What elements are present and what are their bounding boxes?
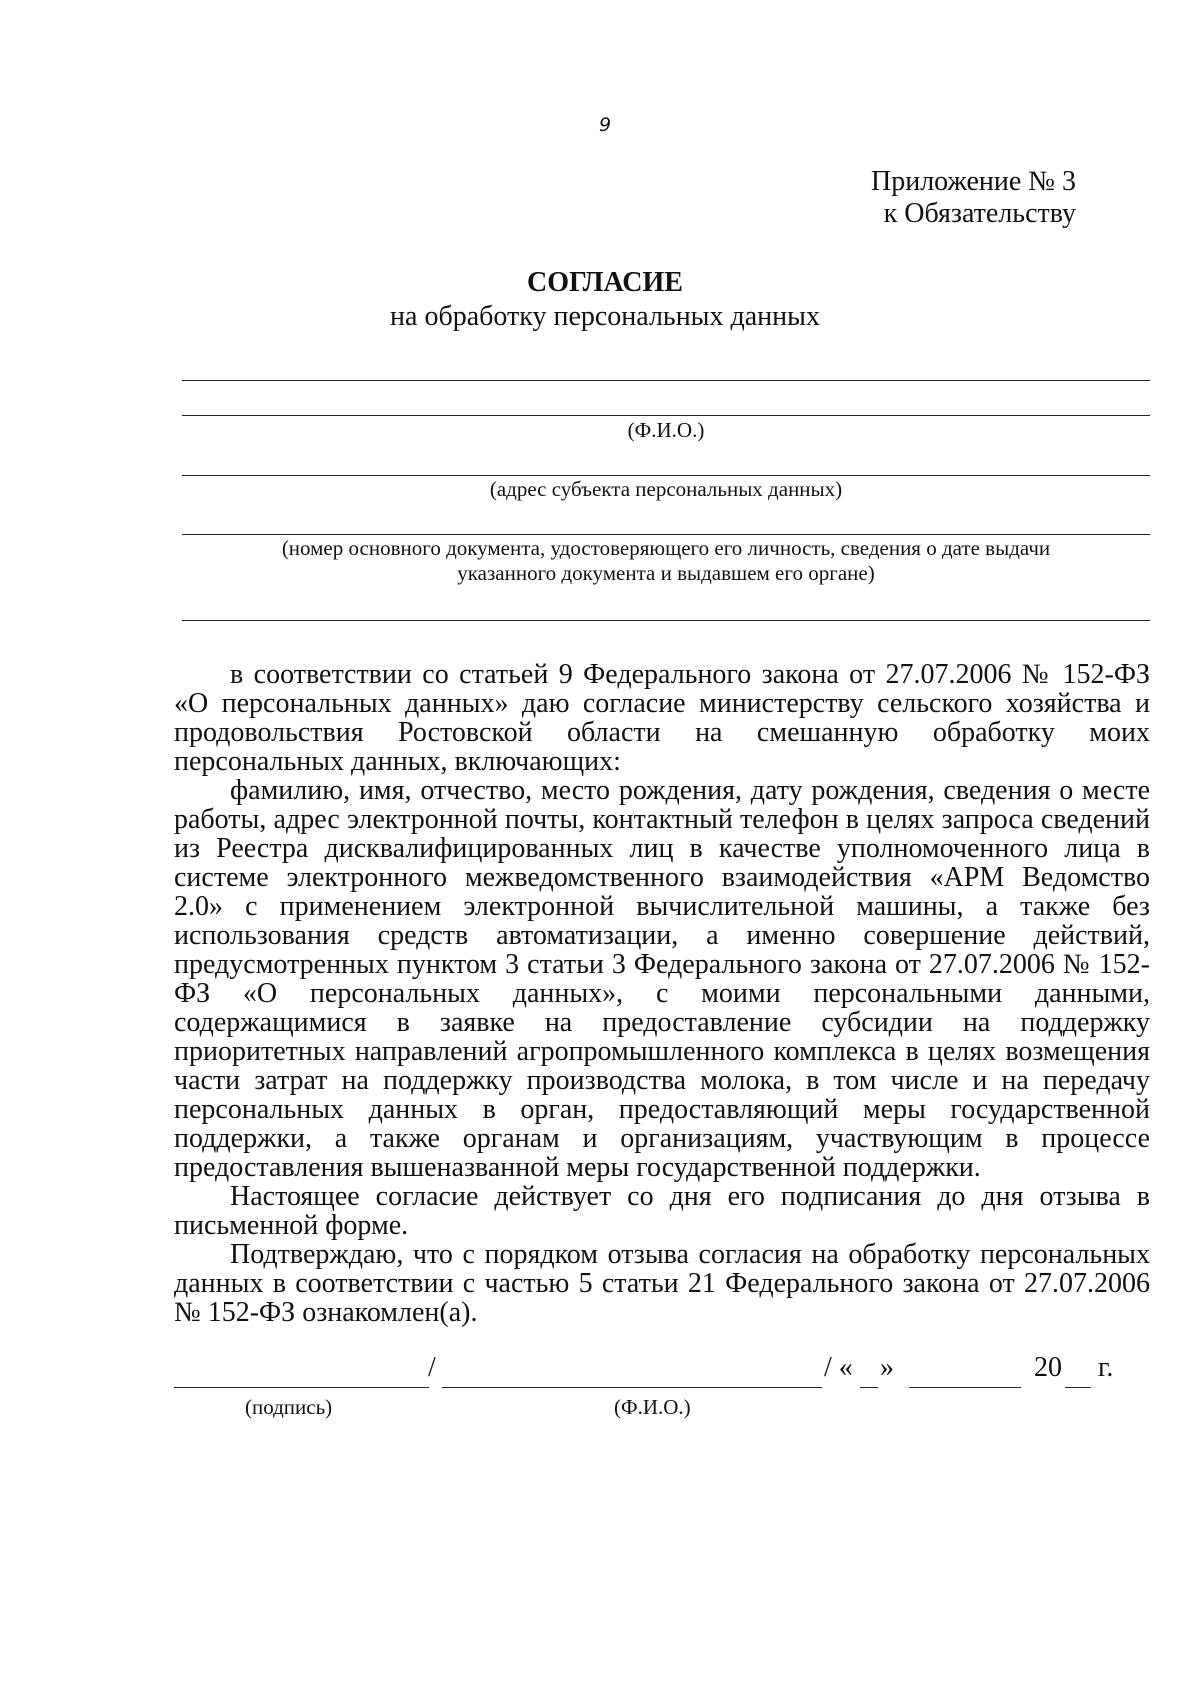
appendix-line-1: Приложение № 3 [871, 166, 1076, 197]
signature-fio-caption: (Ф.И.О.) [614, 1395, 691, 1419]
month-line[interactable] [909, 1387, 1021, 1388]
document-subtitle: на обработку персональных данных [390, 301, 820, 332]
year-suffix: г. [1098, 1352, 1114, 1383]
body-paragraph-2: фамилию, имя, отчество, место рождения, дату рождения, сведения о месте работы, адрес электронной почты, контактный телефон в целях запроса сведений из Реестра дисквалифицированных лиц в качестве уполномоченного лица в системе электронного межведомственного взаимодействия «АРМ Ведомство 2.0» с применением электронной вычислительной машины, а также без использования средств автоматизации, а именно совершение действий, предусмотренных пунктом 3 статьи 3 Федерального закона от 27.07.2006 № 152-ФЗ «О персональных данных», с моими персональными данными, содержащимися в заявке на предоставление субсидии на поддержку приоритетных направлений агропромышленного комплекса в целях возмещения части затрат на поддержку производства молока, в том числе и на передачу персональных данных в орган, предоставляющий меры государственной поддержки, а также органам и организациям, участвующим в процессе предоставления вышеназванной меры государственной поддержки. [174, 775, 1150, 1183]
address-caption: (адрес субъекта персональных данных) [489, 477, 843, 501]
address-line[interactable] [182, 475, 1150, 476]
fio-line-2[interactable] [182, 415, 1150, 416]
body-paragraph-4: Подтверждаю, что с порядком отзыва согласия на обработку персональных данных в соответствии с частью 5 статьи 21 Федерального закона от 27.07.2006 № 152-ФЗ ознакомлен(а). [174, 1239, 1150, 1328]
fio-caption: (Ф.И.О.) [627, 418, 705, 442]
title-block [0, 266, 1200, 334]
date-close-quote: » [880, 1352, 894, 1383]
year-prefix: 20 [1034, 1352, 1062, 1383]
document-caption [182, 536, 1150, 586]
page-number: 9 [598, 114, 612, 136]
document-line[interactable] [182, 534, 1150, 535]
consent-body [174, 660, 1150, 1327]
document-caption-line-2: указанного документа и выдавшем его органе) [457, 561, 875, 585]
date-open-quote: / « [824, 1352, 853, 1383]
signature-line[interactable] [174, 1387, 429, 1388]
year-line[interactable] [1065, 1387, 1091, 1388]
signature-caption: (подпись) [245, 1395, 333, 1419]
day-line[interactable] [860, 1387, 878, 1388]
body-paragraph-3: Настоящее согласие действует со дня его подписания до дня отзыва в письменной форме. [174, 1181, 1150, 1241]
fio-line-1[interactable] [182, 380, 1150, 381]
body-paragraph-1: в соответствии со статьей 9 Федерального закона от 27.07.2006 № 152-ФЗ «О персональных данных» даю согласие министерству сельского хозяйства и продовольствия Ростовской области на смешанную обработку моих персональных данных, включающих: [174, 659, 1150, 777]
document-caption-line-1: (номер основного документа, удостоверяющего его личность, сведения о дате выдачи [281, 536, 1051, 560]
appendix-line-2: к Обязательству [883, 198, 1076, 229]
signature-block [174, 1352, 1150, 1419]
fio-signature-line[interactable] [442, 1387, 822, 1388]
document-title: СОГЛАСИЕ [527, 267, 683, 298]
appendix-reference [871, 166, 1076, 230]
signature-slash: / [428, 1352, 436, 1383]
extra-line[interactable] [182, 620, 1150, 621]
